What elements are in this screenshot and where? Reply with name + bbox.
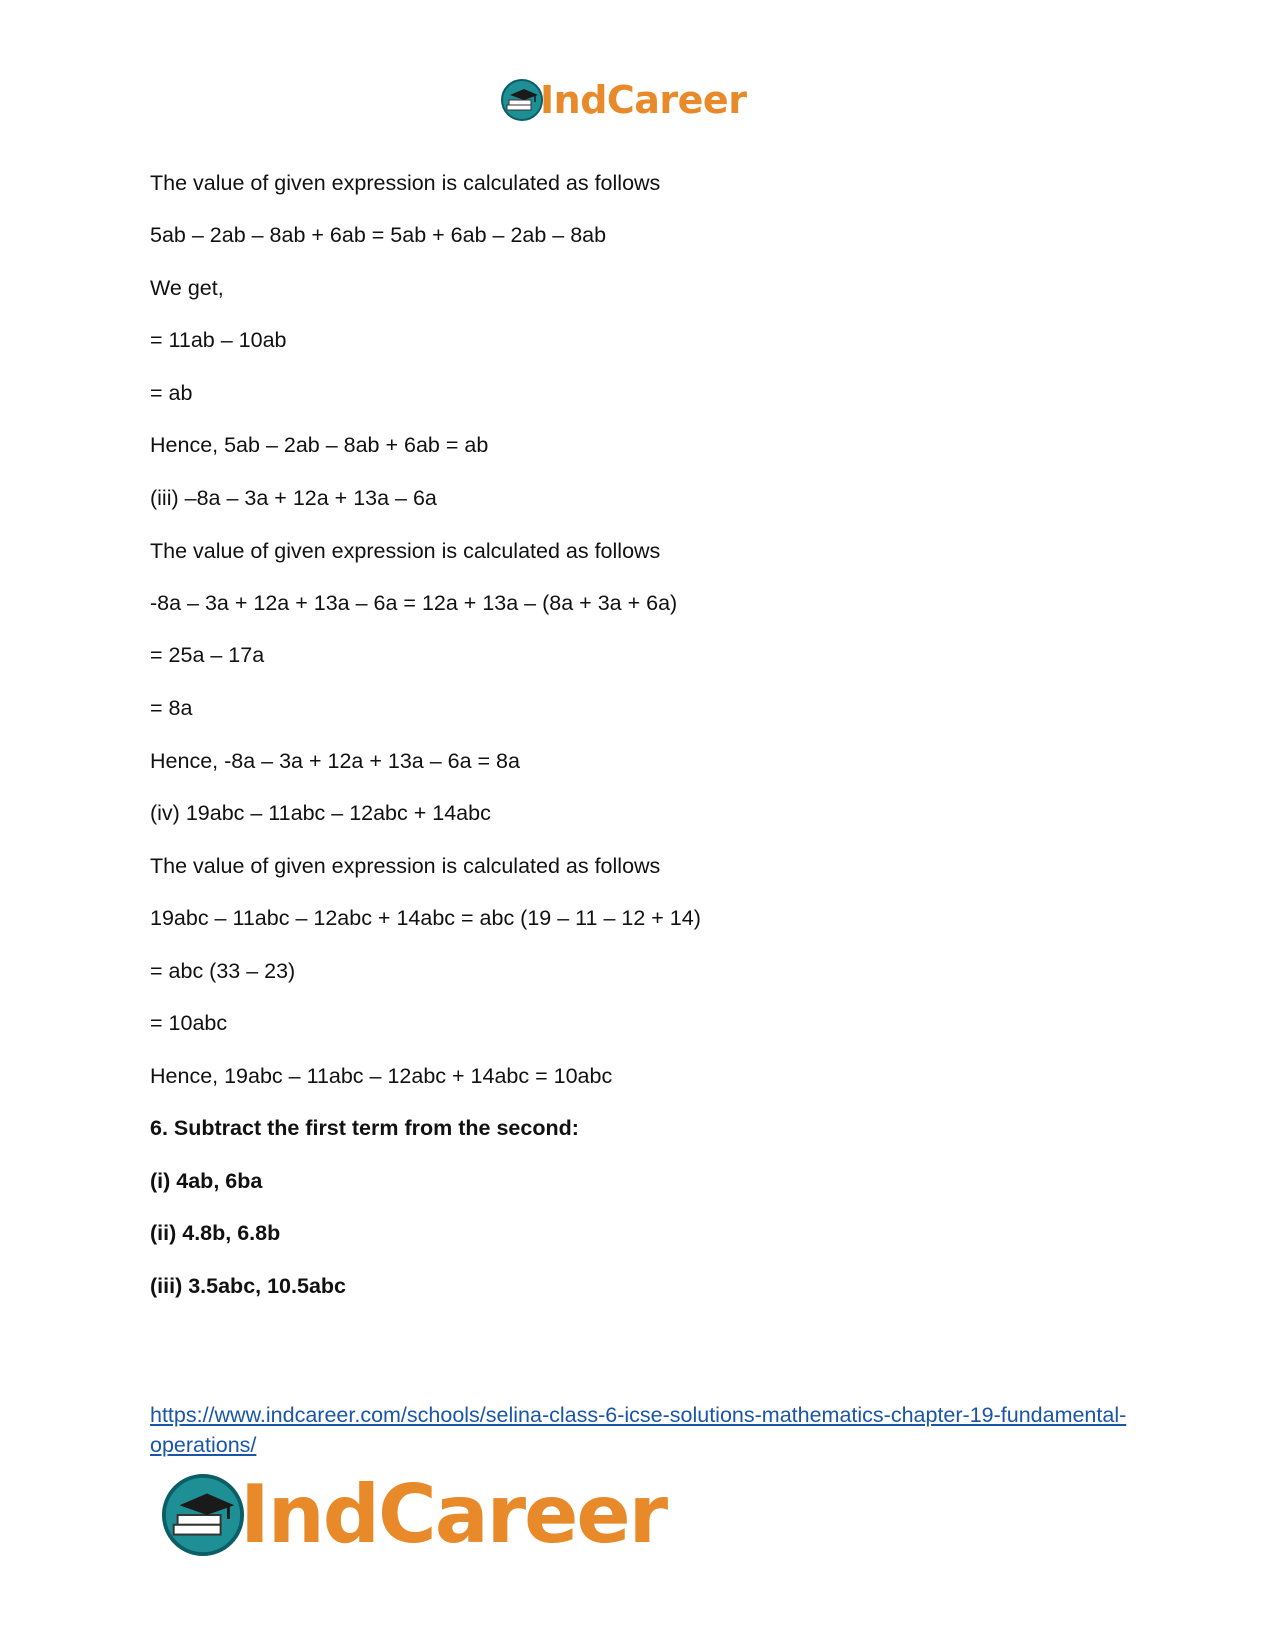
text-line: Hence, 19abc – 11abc – 12abc + 14abc = 10abc <box>150 1064 613 1088</box>
logo-wordmark: IndCareer <box>540 78 747 122</box>
source-link[interactable]: https://www.indcareer.com/schools/selina-class-6-icse-solutions-mathematics-chapter-19-fundamental-operations/ <box>150 1403 1127 1457</box>
question-heading: 6. Subtract the first term from the second: <box>150 1116 579 1140</box>
question-part: (ii) 4.8b, 6.8b <box>150 1221 281 1245</box>
question-part: (i) 4ab, 6ba <box>150 1169 263 1193</box>
globe-book-icon <box>500 78 544 122</box>
text-line: The value of given expression is calculated as follows <box>150 539 661 563</box>
text-line: The value of given expression is calculated as follows <box>150 854 661 878</box>
text-line: = 25a – 17a <box>150 643 265 667</box>
text-line: = abc (33 – 23) <box>150 959 296 983</box>
text-line: -8a – 3a + 12a + 13a – 6a = 12a + 13a – (8a + 3a + 6a) <box>150 591 678 615</box>
question-part: (iii) 3.5abc, 10.5abc <box>150 1274 346 1298</box>
text-line: (iv) 19abc – 11abc – 12abc + 14abc <box>150 801 491 825</box>
footer-logo <box>160 1470 666 1560</box>
text-line: Hence, 5ab – 2ab – 8ab + 6ab = ab <box>150 433 489 457</box>
text-line: = 10abc <box>150 1011 228 1035</box>
text-line: = ab <box>150 381 193 405</box>
text-line: 19abc – 11abc – 12abc + 14abc = abc (19 – 11 – 12 + 14) <box>150 906 701 930</box>
text-line: = 8a <box>150 696 193 720</box>
header-logo <box>500 78 746 122</box>
text-line: Hence, -8a – 3a + 12a + 13a – 6a = 8a <box>150 749 520 773</box>
globe-book-icon <box>160 1472 246 1558</box>
text-line: We get, <box>150 276 224 300</box>
text-line: 5ab – 2ab – 8ab + 6ab = 5ab + 6ab – 2ab – 8ab <box>150 223 607 247</box>
text-line: = 11ab – 10ab <box>150 328 287 352</box>
text-line: (iii) –8a – 3a + 12a + 13a – 6a <box>150 486 437 510</box>
logo-wordmark: IndCareer <box>240 1468 667 1561</box>
text-line: The value of given expression is calculated as follows <box>150 171 661 195</box>
